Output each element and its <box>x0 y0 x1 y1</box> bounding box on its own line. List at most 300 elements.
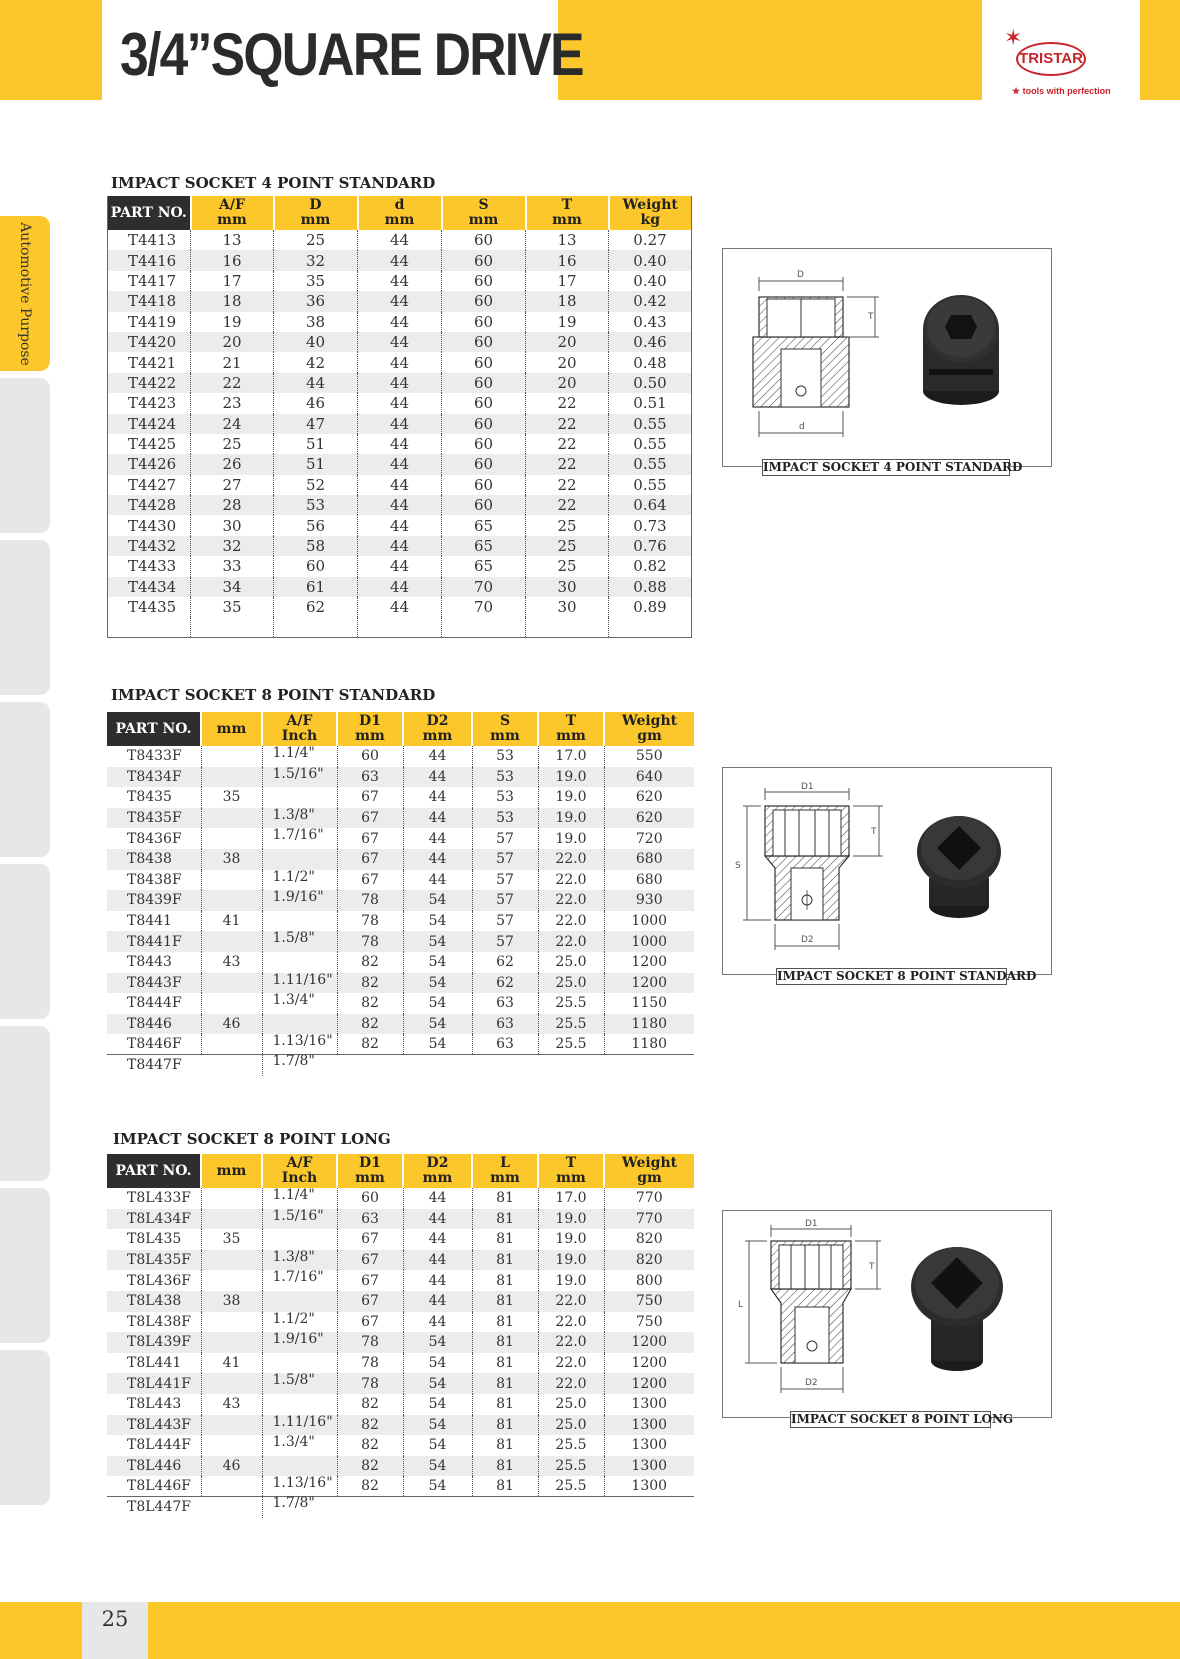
table-cell: 1000 <box>604 911 694 932</box>
table-cell: 44 <box>403 870 472 891</box>
column-header-line: mm <box>468 212 499 228</box>
table-cell: 57 <box>472 931 538 952</box>
table-cell <box>201 870 262 891</box>
table-cell: 25.5 <box>538 1014 604 1035</box>
table-cell: 22.0 <box>538 1291 604 1312</box>
table-cell: T8L446F <box>107 1476 201 1497</box>
table-cell <box>472 1497 538 1518</box>
section-title-4-point-standard: IMPACT SOCKET 4 POINT STANDARD <box>111 174 436 192</box>
table-cell: 82 <box>337 1435 403 1456</box>
table-cell: 82 <box>337 1014 403 1035</box>
table-cell <box>538 1055 604 1076</box>
table-row <box>108 536 692 556</box>
header-band-right <box>1140 0 1180 100</box>
table-cell: 30 <box>526 577 609 597</box>
table-cell: 65 <box>442 536 526 556</box>
side-tab[interactable] <box>0 1188 50 1343</box>
table-cell: 44 <box>403 746 472 767</box>
column-header <box>337 712 403 746</box>
table-cell: T4418 <box>108 291 191 311</box>
table-cell <box>201 1209 262 1230</box>
table-cell: T4421 <box>128 353 177 372</box>
table-row <box>108 373 692 393</box>
table-cell: 78 <box>337 1353 403 1374</box>
table-cell: T8L439F <box>107 1332 201 1353</box>
table-8-point-standard <box>107 712 694 1076</box>
table-cell: 67 <box>337 1229 403 1250</box>
dim-label-l: L <box>738 1300 744 1310</box>
column-header <box>107 712 201 746</box>
table-cell: T4434 <box>108 577 191 597</box>
table-cell <box>274 617 358 637</box>
table-cell: 1.5/8" <box>262 931 337 952</box>
table-cell <box>262 1229 337 1250</box>
side-tab[interactable] <box>0 702 50 857</box>
logo-tagline: ★ tools with perfection <box>1012 86 1111 96</box>
table-cell: 22 <box>526 434 609 454</box>
table-cell: 22.0 <box>538 1332 604 1353</box>
table-cell: T8L441 <box>127 1355 182 1372</box>
table-row <box>107 849 694 870</box>
table-cell <box>201 828 262 849</box>
table-cell: 1300 <box>604 1415 694 1436</box>
table-row <box>108 475 692 495</box>
table-cell <box>262 911 337 932</box>
table-cell: 67 <box>337 1250 403 1271</box>
table-cell: 16 <box>191 250 274 270</box>
table-row <box>107 870 694 891</box>
table-cell: 0.73 <box>609 515 692 535</box>
table-cell: 78 <box>337 890 403 911</box>
table-cell: 44 <box>358 250 442 270</box>
table-cell: 35 <box>191 597 274 617</box>
table-cell: 51 <box>274 454 358 474</box>
table-cell: 26 <box>191 454 274 474</box>
socket-8-point-drawing <box>723 768 1053 976</box>
dim-label-d-outer: D <box>797 270 804 280</box>
column-header-line: mm <box>490 728 520 744</box>
table-cell: 25 <box>274 230 358 250</box>
column-header <box>108 196 191 230</box>
table-cell: 25.0 <box>538 1415 604 1436</box>
table-cell: 81 <box>472 1270 538 1291</box>
table-cell: 1.1/2" <box>262 1312 337 1333</box>
table-cell: 25.5 <box>538 1435 604 1456</box>
table-cell: 40 <box>274 332 358 352</box>
table-cell <box>358 617 442 637</box>
table-row <box>107 931 694 952</box>
table-row <box>107 1291 694 1312</box>
table-cell: 1.3/4" <box>262 993 337 1014</box>
table-cell: 1.13/16" <box>262 1034 337 1055</box>
table-cell: T8L435F <box>107 1250 201 1271</box>
table-cell: T4424 <box>108 414 191 434</box>
column-header <box>107 1154 201 1188</box>
table-cell: 44 <box>358 577 442 597</box>
column-header-line: T <box>565 713 577 729</box>
side-tab[interactable] <box>0 1350 50 1505</box>
table-cell: 820 <box>604 1229 694 1250</box>
table-cell: 19.0 <box>538 1250 604 1271</box>
table-cell <box>609 617 692 637</box>
table-cell <box>201 1055 262 1076</box>
table-cell: 60 <box>442 434 526 454</box>
column-header <box>526 196 609 230</box>
table-cell: 720 <box>604 828 694 849</box>
table-cell: 1.1/4" <box>262 1188 337 1209</box>
table-cell: 81 <box>472 1353 538 1374</box>
table-row <box>107 1394 694 1415</box>
table-cell: 81 <box>472 1435 538 1456</box>
table-4-point-standard <box>107 196 692 638</box>
table-cell: T8443F <box>107 973 201 994</box>
table-cell: 44 <box>403 1270 472 1291</box>
table-cell: 18 <box>526 291 609 311</box>
table-cell: T8L438 <box>107 1291 201 1312</box>
column-header-line: D1 <box>359 713 381 729</box>
table-cell: 63 <box>337 1209 403 1230</box>
diagram-caption-8-point-long: IMPACT SOCKET 8 POINT LONG <box>791 1412 1014 1426</box>
table-cell <box>201 1435 262 1456</box>
table-cell: 44 <box>403 808 472 829</box>
table-cell: 44 <box>358 393 442 413</box>
table-cell: 53 <box>472 746 538 767</box>
table-row <box>108 495 692 515</box>
column-header-line: PART NO. <box>115 1162 192 1179</box>
diagram-4-point-standard <box>722 248 1052 467</box>
table-cell: 0.82 <box>609 556 692 576</box>
table-row <box>107 1188 694 1209</box>
column-header <box>274 196 358 230</box>
table-cell: 16 <box>526 250 609 270</box>
table-cell <box>337 1055 403 1076</box>
table-row <box>108 312 692 332</box>
column-header-line: mm <box>422 728 453 744</box>
table-cell: 1.9/16" <box>262 890 337 911</box>
table-cell: 67 <box>337 1312 403 1333</box>
column-header-line: mm <box>384 212 415 228</box>
table-cell: 78 <box>337 911 403 932</box>
table-cell: 63 <box>472 1014 538 1035</box>
column-header <box>604 712 694 746</box>
table-cell <box>201 1250 262 1271</box>
side-tab[interactable] <box>0 864 50 1019</box>
table-cell: T8L436F <box>127 1272 191 1289</box>
table-cell: 30 <box>526 597 609 617</box>
side-tab[interactable] <box>0 1026 50 1181</box>
table-cell: 17.0 <box>538 746 604 767</box>
table-cell: 1.11/16" <box>262 1415 337 1436</box>
column-header <box>604 1154 694 1188</box>
table-cell: 78 <box>337 1373 403 1394</box>
table-cell: 22 <box>526 454 609 474</box>
table-cell: 44 <box>358 332 442 352</box>
column-header-line: S <box>499 713 511 729</box>
table-cell: 53 <box>472 787 538 808</box>
column-header-line: d <box>394 197 405 213</box>
table-cell: 20 <box>526 352 609 372</box>
table-cell: T8L441F <box>107 1373 201 1394</box>
table-row <box>108 414 692 434</box>
table-cell: 1300 <box>604 1456 694 1477</box>
table-cell: 54 <box>403 1373 472 1394</box>
table-cell: 60 <box>442 230 526 250</box>
table-row <box>107 787 694 808</box>
table-cell: 81 <box>472 1415 538 1436</box>
table-cell: 82 <box>337 952 403 973</box>
table-cell: 640 <box>604 767 694 788</box>
side-tab[interactable] <box>0 378 50 533</box>
table-cell: 17.0 <box>538 1188 604 1209</box>
table-cell: T8435 <box>127 789 172 806</box>
table-cell: 1200 <box>604 1373 694 1394</box>
table-cell: 44 <box>403 828 472 849</box>
table-cell: 680 <box>604 870 694 891</box>
table-cell: 65 <box>442 515 526 535</box>
table-cell: 67 <box>337 870 403 891</box>
table-cell: 550 <box>604 746 694 767</box>
table-cell: 78 <box>337 1332 403 1353</box>
table-cell: T8443 <box>127 954 172 971</box>
table-cell: 1.5/16" <box>262 767 337 788</box>
table-row <box>108 556 692 576</box>
table-cell: T8L434F <box>107 1209 201 1230</box>
table-cell: 620 <box>604 787 694 808</box>
table-cell <box>108 617 191 637</box>
table-cell <box>201 1415 262 1436</box>
star-icon: ✶ <box>1004 26 1023 51</box>
column-header-line: T <box>561 197 573 213</box>
table-cell: 61 <box>274 577 358 597</box>
table-cell: T8447F <box>107 1055 201 1076</box>
table-cell <box>604 1497 694 1518</box>
table-cell: 44 <box>358 291 442 311</box>
table-cell: 20 <box>526 373 609 393</box>
table-row <box>107 1456 694 1477</box>
table-cell: 1.9/16" <box>262 1332 337 1353</box>
table-cell: 44 <box>403 767 472 788</box>
table-cell <box>201 1332 262 1353</box>
table-cell: 0.43 <box>609 312 692 332</box>
table-cell <box>262 1456 337 1477</box>
table-cell: 13 <box>526 230 609 250</box>
column-header-line: mm <box>217 212 247 228</box>
table-cell: 65 <box>442 556 526 576</box>
column-header-line: Weight <box>622 197 678 213</box>
table-cell: 1200 <box>604 973 694 994</box>
table-cell: 17 <box>526 271 609 291</box>
table-cell <box>262 952 337 973</box>
column-header-line: D <box>309 197 322 213</box>
table-cell <box>201 931 262 952</box>
table-cell: 60 <box>442 475 526 495</box>
table-cell: 22.0 <box>538 849 604 870</box>
table-cell: 19.0 <box>538 767 604 788</box>
table-cell: 81 <box>472 1291 538 1312</box>
table-cell: 82 <box>337 1394 403 1415</box>
table-cell <box>262 1394 337 1415</box>
table-cell: 44 <box>358 515 442 535</box>
side-tab-automotive-purpose[interactable] <box>0 216 50 371</box>
table-cell: 54 <box>403 1435 472 1456</box>
column-header <box>403 1154 472 1188</box>
table-cell: 43 <box>201 952 262 973</box>
table-cell: 19.0 <box>538 1270 604 1291</box>
table-cell: 25 <box>526 536 609 556</box>
table-cell: 1.7/8" <box>262 1497 337 1518</box>
column-header <box>538 1154 604 1188</box>
table-cell <box>201 890 262 911</box>
table-cell: 60 <box>442 414 526 434</box>
table-cell: 47 <box>274 414 358 434</box>
column-header <box>609 196 692 230</box>
section-title-8-point-long: IMPACT SOCKET 8 POINT LONG <box>113 1130 391 1148</box>
table-cell: 44 <box>358 312 442 332</box>
table-cell: T8444F <box>127 995 182 1012</box>
table-cell <box>201 1270 262 1291</box>
table-cell: 42 <box>274 352 358 372</box>
table-cell <box>201 1476 262 1497</box>
table-cell: 67 <box>337 828 403 849</box>
table-cell: 60 <box>337 746 403 767</box>
table-cell: 0.27 <box>609 230 692 250</box>
table-cell: T8433F <box>127 748 182 765</box>
table-cell: T4430 <box>128 516 177 535</box>
table-cell: T8L446 <box>107 1456 201 1477</box>
table-cell: 54 <box>403 993 472 1014</box>
side-tab[interactable] <box>0 540 50 695</box>
table-row <box>107 1034 694 1055</box>
column-header-line: Weight <box>621 713 678 729</box>
table-cell: 67 <box>337 787 403 808</box>
table-cell <box>201 1373 262 1394</box>
brand-logo <box>982 0 1140 100</box>
table-cell: 58 <box>274 536 358 556</box>
table-cell: 44 <box>358 556 442 576</box>
column-header-line: mm <box>300 212 331 228</box>
column-header-line: Inch <box>281 728 318 744</box>
table-cell: 41 <box>201 911 262 932</box>
table-cell: 44 <box>358 454 442 474</box>
table-cell: 25.5 <box>538 1034 604 1055</box>
side-tab-label: Automotive Purpose <box>17 221 33 366</box>
diagram-8-point-long <box>722 1210 1052 1418</box>
table-cell: 35 <box>201 1229 262 1250</box>
table-cell: T8L438F <box>127 1313 191 1330</box>
header-band-middle <box>558 0 982 100</box>
table-cell: 57 <box>472 911 538 932</box>
table-cell <box>262 849 337 870</box>
table-cell: 67 <box>337 1270 403 1291</box>
table-cell: 1300 <box>604 1435 694 1456</box>
table-cell: 57 <box>472 849 538 870</box>
table-cell: 81 <box>472 1456 538 1477</box>
table-cell: T4426 <box>108 454 191 474</box>
column-header-line: mm <box>552 212 582 228</box>
table-row <box>107 1209 694 1230</box>
diagram-caption-4-point-standard: IMPACT SOCKET 4 POINT STANDARD <box>763 460 1023 474</box>
table-cell: 19.0 <box>538 1209 604 1230</box>
table-cell: 680 <box>604 849 694 870</box>
table-cell: 38 <box>274 312 358 332</box>
table-cell: 35 <box>274 271 358 291</box>
table-cell: 25 <box>526 556 609 576</box>
table-cell: 19.0 <box>538 787 604 808</box>
table-cell: 38 <box>201 1291 262 1312</box>
table-cell: 1.5/8" <box>262 1373 337 1394</box>
table-row <box>107 1497 694 1518</box>
table-cell: 19 <box>526 312 609 332</box>
table-cell: 46 <box>201 1456 262 1477</box>
table-cell: 0.64 <box>609 495 692 515</box>
table-cell <box>538 1497 604 1518</box>
table-row <box>108 577 692 597</box>
column-header-line: T <box>565 1155 577 1171</box>
diagram-8-point-standard <box>722 767 1052 975</box>
table-row <box>107 952 694 973</box>
table-row <box>107 1415 694 1436</box>
table-cell: 44 <box>358 414 442 434</box>
dim-label-d-inner: d <box>799 422 805 432</box>
table-cell: 25 <box>526 515 609 535</box>
table-cell: 60 <box>442 291 526 311</box>
column-header-line: A/F <box>286 713 313 729</box>
table-row <box>108 597 692 617</box>
table-cell: 70 <box>442 577 526 597</box>
socket-4-point-drawing <box>723 249 1053 468</box>
table-cell: 1180 <box>604 1034 694 1055</box>
table-cell: 1150 <box>604 993 694 1014</box>
table-cell: 82 <box>337 1476 403 1497</box>
table-cell: 60 <box>442 271 526 291</box>
table-cell: 67 <box>337 808 403 829</box>
table-cell: 22.0 <box>538 890 604 911</box>
table-cell: 19.0 <box>538 808 604 829</box>
table-cell: T8441 <box>127 913 172 930</box>
table-cell: T4425 <box>128 435 177 454</box>
table-cell: 32 <box>191 536 274 556</box>
column-header-line: mm <box>216 1162 247 1179</box>
table-cell: 13 <box>191 230 274 250</box>
table-cell: T8439F <box>107 890 201 911</box>
table-cell: 60 <box>442 495 526 515</box>
column-header-line: A/F <box>286 1155 313 1171</box>
table-cell: T8446F <box>107 1034 201 1055</box>
table-cell: 19.0 <box>538 828 604 849</box>
table-cell: 81 <box>472 1229 538 1250</box>
table-cell <box>262 1353 337 1374</box>
table-cell: 0.40 <box>609 250 692 270</box>
table-cell: T8438F <box>127 871 182 888</box>
table-cell: 54 <box>403 931 472 952</box>
table-cell: 82 <box>337 993 403 1014</box>
column-header-line: gm <box>637 1170 662 1186</box>
table-cell: 57 <box>472 890 538 911</box>
column-header <box>403 712 472 746</box>
table-row <box>107 911 694 932</box>
table-cell: 1.5/16" <box>262 1209 337 1230</box>
table-cell: 0.55 <box>609 475 692 495</box>
table-cell: 54 <box>403 973 472 994</box>
table-cell: 1.7/8" <box>262 1055 337 1076</box>
table-cell: 22.0 <box>538 870 604 891</box>
table-cell: 35 <box>201 787 262 808</box>
table-cell: 0.55 <box>609 454 692 474</box>
table-cell: 81 <box>472 1312 538 1333</box>
table-cell: 25.5 <box>538 1476 604 1497</box>
table-cell: 0.50 <box>609 373 692 393</box>
table-cell <box>262 1014 337 1035</box>
